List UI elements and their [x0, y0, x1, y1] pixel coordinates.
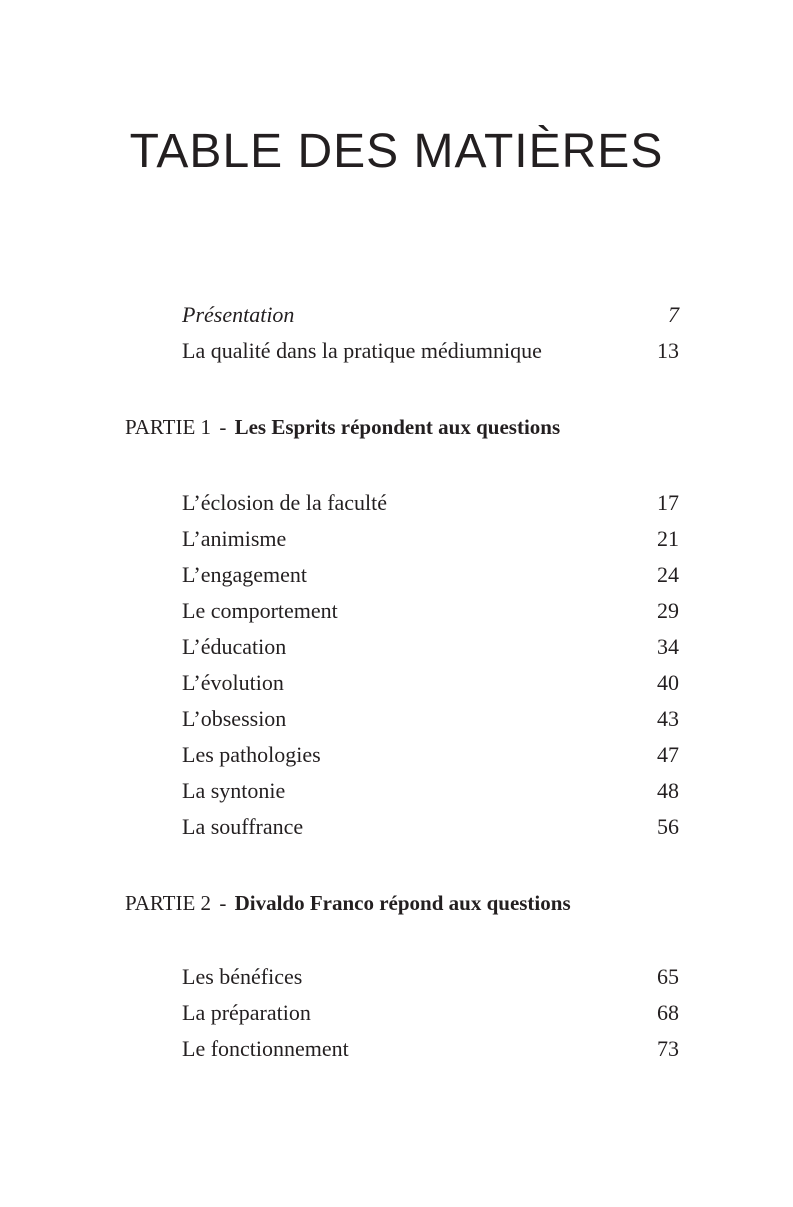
part-2-heading[interactable] [125, 885, 725, 921]
toc-entry-qualite[interactable] [182, 333, 679, 369]
toc-entry[interactable] [182, 701, 679, 737]
toc-entry-label: La souffrance [182, 814, 304, 839]
toc-entry-page: 29 [657, 598, 679, 623]
toc-entry[interactable] [182, 1031, 679, 1067]
toc-entry[interactable] [182, 485, 679, 521]
toc-entry-label: L’éducation [182, 634, 287, 659]
toc-entry-page: 47 [657, 742, 679, 767]
toc-entry[interactable] [182, 557, 679, 593]
toc-entry-page: 24 [657, 562, 679, 587]
toc-entry-label: L’obsession [182, 706, 287, 731]
toc-entry-page: 17 [657, 490, 679, 515]
toc-entry[interactable] [182, 665, 679, 701]
toc-entry-label: L’évolution [182, 670, 284, 695]
toc-entry[interactable] [182, 629, 679, 665]
toc-entry-page: 40 [657, 670, 679, 695]
part-title: Divaldo Franco répond aux questions [234, 891, 571, 915]
toc-entry[interactable] [182, 773, 679, 809]
toc-entry-label: Présentation [182, 302, 295, 327]
part-separator: - [219, 415, 227, 439]
toc-entry-page: 7 [668, 302, 679, 327]
toc-entry-label: La préparation [182, 1000, 311, 1025]
part-1-heading[interactable] [125, 409, 725, 445]
toc-entry-page: 21 [657, 526, 679, 551]
part-separator: - [219, 891, 227, 915]
toc-entry-page: 43 [657, 706, 679, 731]
toc-entry[interactable] [182, 521, 679, 557]
toc-entry-page: 73 [657, 1036, 679, 1061]
toc-entry-page: 48 [657, 778, 679, 803]
toc-entry-label: L’éclosion de la faculté [182, 490, 388, 515]
toc-entry-label: Les pathologies [182, 742, 321, 767]
toc-entry-label: Le fonctionnement [182, 1036, 349, 1061]
toc-entry-page: 13 [657, 338, 679, 363]
toc-entry[interactable] [182, 995, 679, 1031]
toc-entry-page: 34 [657, 634, 679, 659]
toc-entry-page: 68 [657, 1000, 679, 1025]
part-title: Les Esprits répondent aux questions [234, 415, 561, 439]
toc-entry-label: L’animisme [182, 526, 287, 551]
toc-entry-label: La syntonie [182, 778, 286, 803]
toc-entry[interactable] [182, 959, 679, 995]
toc-entry-label: Le comportement [182, 598, 338, 623]
part-number: PARTIE 1 [125, 415, 212, 439]
toc-entry-presentation[interactable] [182, 297, 679, 333]
toc-entry-page: 56 [657, 814, 679, 839]
toc-entry[interactable] [182, 809, 679, 845]
part-number: PARTIE 2 [125, 891, 212, 915]
toc-entry-label: Les bénéfices [182, 964, 303, 989]
toc-entry[interactable] [182, 737, 679, 773]
toc-entry-label: L’engagement [182, 562, 308, 587]
toc-entry-page: 65 [657, 964, 679, 989]
toc-entry-label: La qualité dans la pratique médiumnique [182, 338, 542, 363]
toc-entry[interactable] [182, 593, 679, 629]
page-title: TABLE DES MATIÈRES [129, 125, 664, 178]
